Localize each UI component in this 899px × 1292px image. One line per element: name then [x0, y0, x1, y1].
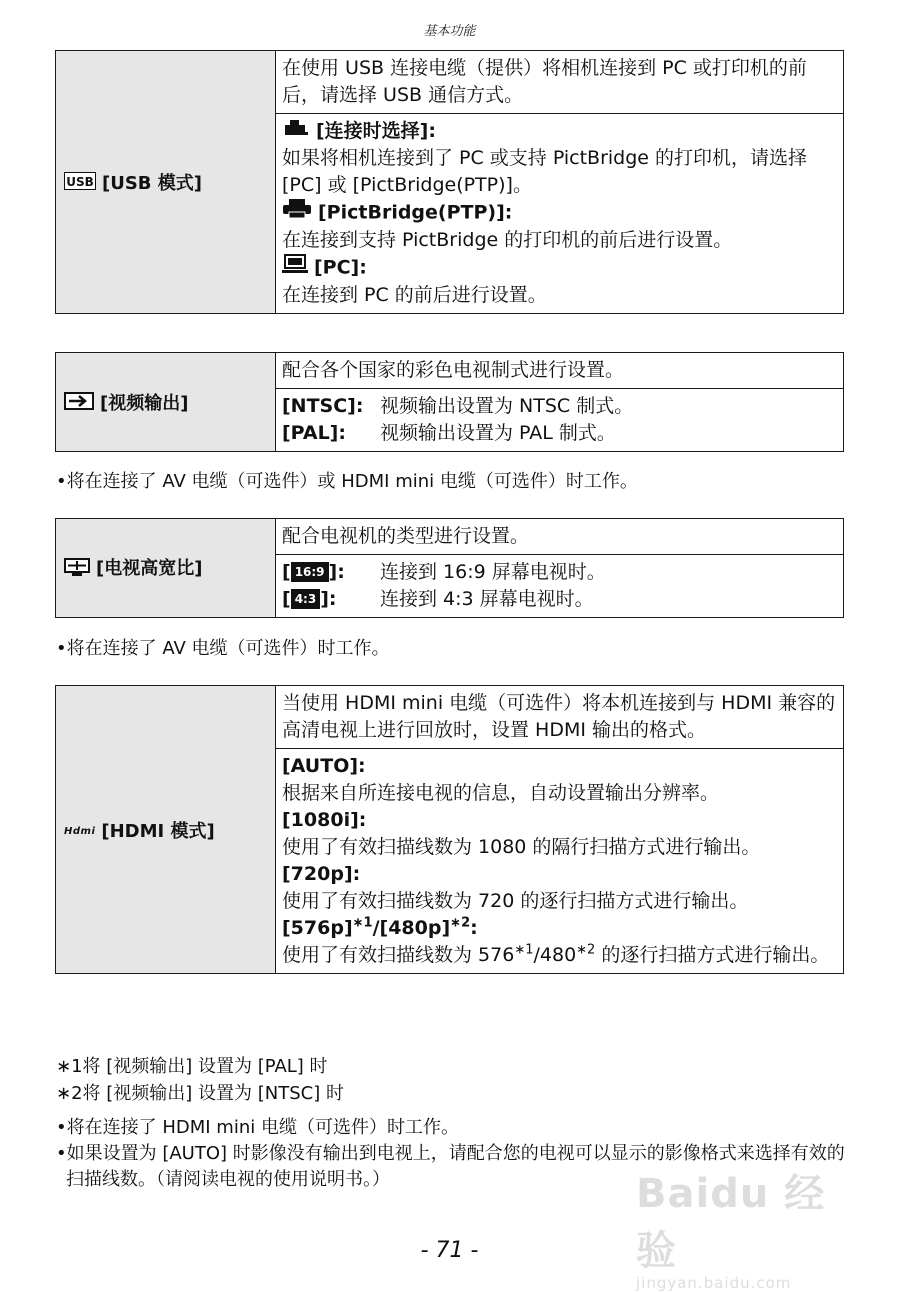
- hdmi-mode-table: Hdmi [HDMI 模式] 当使用 HDMI mini 电缆（可选件）将本机连接到与 HDMI 兼容的高清电视上进行回放时，设置 HDMI 输出的格式。 [AUTO]: 根据来自所连接电视的信息，自动设置输出分辨率。 [1080i]: 使用了有效扫描线数为 1080 的隔行扫描方式进行输出。 [720p]: 使用了有效扫描线数为 720 的逐行扫描方式进行输出。 $[576p]^{∗1}/[480p]^{∗2}$: 使用了有效扫描线数为 $576^{∗1}/480^{∗2}$ 的逐行扫描方式进行输出。: [55, 685, 844, 974]
- usb-icon: [64, 172, 96, 195]
- pc-icon: [282, 254, 308, 282]
- aspect-16-9-badge: 16:9: [291, 562, 329, 582]
- usb-mode-label: [USB 模式]: [102, 172, 203, 194]
- video-options: [NTSC]: 视频输出设置为 NTSC 制式。 [PAL]: 视频输出设置为 PAL 制式。: [276, 389, 844, 452]
- tv-aspect-table: [电视高宽比] 配合电视机的类型进行设置。 [ 16:9 ]: 连接到 16:9 屏幕电视时。 [ 4:3 ]: 连接到 4:3 屏幕电视时。: [55, 518, 844, 618]
- usb-mode-table: [55, 50, 844, 314]
- footnote-1: ∗1将 [视频输出] 设置为 [PAL] 时: [56, 1056, 328, 1077]
- tv-aspect-label-cell: [电视高宽比]: [56, 519, 276, 618]
- hdmi-icon: Hdmi: [64, 826, 96, 837]
- tv-aspect-options: [ 16:9 ]: 连接到 16:9 屏幕电视时。 [ 4:3 ]: 连接到 4:3 屏幕电视时。: [276, 555, 844, 618]
- usb-options: [连接时选择]: 如果将相机连接到了 PC 或支持 PictBridge 的打印机，请选择 [PC] 或 [PictBridge(PTP)]。 [PictBridge(PTP)]: 在连接到支持 PictBridge 的打印机的前后进行设置。 [PC]: 在连接到 PC 的前后进行设置。: [276, 114, 844, 314]
- printer-icon: [282, 199, 312, 227]
- bullet-hdmi-cable: •将在连接了 HDMI mini 电缆（可选件）时工作。: [56, 1117, 459, 1138]
- printer-camera-icon: [282, 118, 310, 145]
- aspect-4-3-badge: 4:3: [291, 589, 321, 609]
- page-number: - 71 -: [420, 1238, 479, 1263]
- footnote-2: ∗2将 [视频输出] 设置为 [NTSC] 时: [56, 1083, 344, 1104]
- page-header: 基本功能: [423, 24, 476, 39]
- bullet-auto-note: •如果设置为 [AUTO] 时影像没有输出到电视上，请配合您的电视可以显示的影像格式来选择有效的扫描线数。（请阅读电视的使用说明书。）: [56, 1143, 845, 1190]
- usb-intro: 在使用 USB 连接电缆（提供）将相机连接到 PC 或打印机的前后，请选择 USB 通信方式。: [276, 51, 844, 114]
- tv-aspect-icon: [64, 557, 90, 582]
- video-note: •将在连接了 AV 电缆（可选件）或 HDMI mini 电缆（可选件）时工作。: [56, 471, 638, 492]
- hdmi-mode-label-cell: Hdmi [HDMI 模式]: [56, 686, 276, 974]
- video-output-label-cell: [视频输出]: [56, 353, 276, 452]
- aspect-note: •将在连接了 AV 电缆（可选件）时工作。: [56, 638, 390, 659]
- baidu-watermark: Baidu 经验 jingyan.baidu.com: [636, 1171, 826, 1292]
- usb-mode-label-cell: [56, 51, 276, 314]
- video-out-icon: [64, 392, 94, 415]
- video-output-table: [视频输出] 配合各个国家的彩色电视制式进行设置。 [NTSC]: 视频输出设置为 NTSC 制式。 [PAL]: 视频输出设置为 PAL 制式。: [55, 352, 844, 452]
- hdmi-options: [AUTO]: 根据来自所连接电视的信息，自动设置输出分辨率。 [1080i]: 使用了有效扫描线数为 1080 的隔行扫描方式进行输出。 [720p]: 使用了有效扫描线数为 720 的逐行扫描方式进行输出。 $[576p]^{∗1}/[480p]^{∗2}$: 使用了有效扫描线数为 $576^{∗1}/480^{∗2}$ 的逐行扫描方式进行输出。: [276, 749, 844, 974]
- svg-text:USB: USB: [66, 175, 94, 190]
